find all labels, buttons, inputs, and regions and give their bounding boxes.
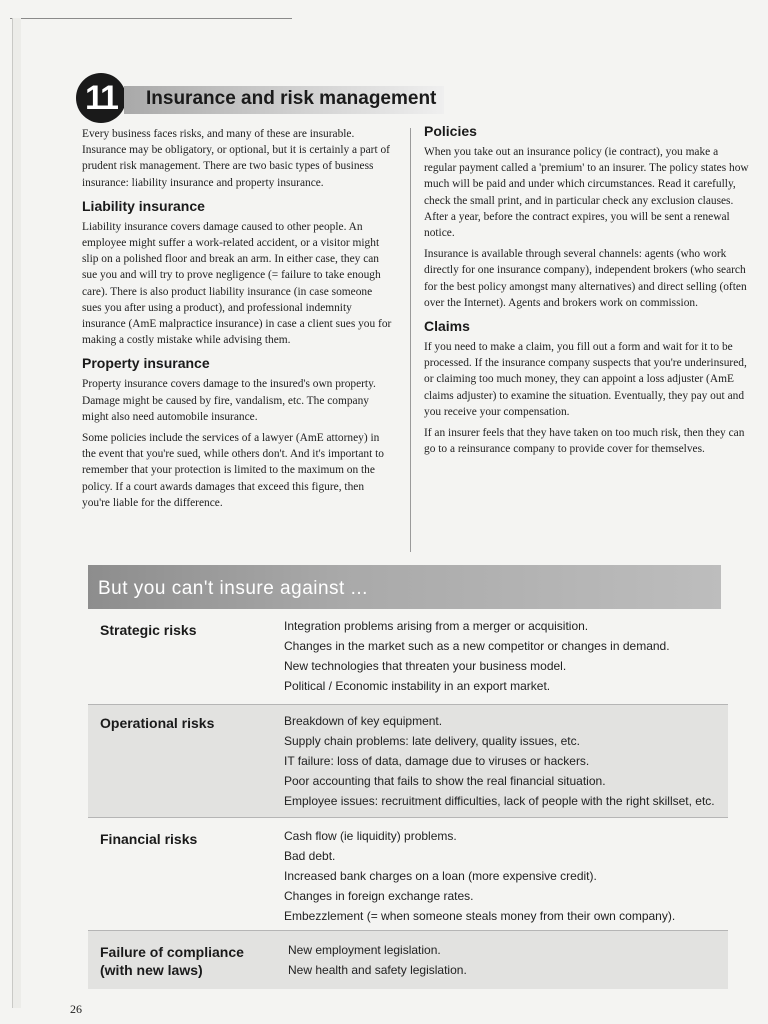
risk-label: Operational risks bbox=[100, 715, 215, 731]
risk-row-financial bbox=[88, 818, 728, 930]
page-binding-edge bbox=[12, 18, 21, 1008]
chapter-title: Insurance and risk management bbox=[146, 88, 437, 109]
claims-paragraph-2: If an insurer feels that they have taken on too much risk, then they can go to a reinsurance company to provide cover for themselves. bbox=[424, 427, 745, 456]
property-paragraph-2: Some policies include the services of a lawyer (AmE attorney) in the event that you're sued, while others don't. And it's important to remember that your protection is limited to the maximum on the policy. If a court awards damages that exceed this figure, then you're liable for the difference. bbox=[82, 432, 384, 509]
risk-item: Political / Economic instability in an export market. bbox=[284, 679, 551, 693]
intro-paragraph: Every business faces risks, and many of these are insurable. Insurance may be obligatory, or optional, but it is certainly a part of prudent risk management. There are two basic types of business insurance: liability insurance and property insurance. bbox=[82, 128, 390, 189]
risk-item: IT failure: loss of data, damage due to viruses or hackers. bbox=[284, 754, 590, 768]
risk-item: New health and safety legislation. bbox=[288, 963, 467, 977]
policies-paragraph-1: When you take out an insurance policy (ie contract), you make a regular payment called a 'premium' to an insurer. The policy states how much will be paid and under which circumstances. Read it carefully, check the small print, and in particular check any exclusion clauses. After a year, before the contract expires, you will be sent a renewal notice. bbox=[424, 146, 749, 240]
risk-item: New employment legislation. bbox=[288, 943, 441, 957]
claims-paragraph-1: If you need to make a claim, you fill out a form and wait for it to be processed. If the insurance company suspects that you're underinsured, or claiming too much money, they can appoint a loss adjuster (AmE claims adjuster) to examine the situation. Eventually, they pay out and you receive your compensation. bbox=[424, 341, 747, 418]
risk-item: New technologies that threaten your business model. bbox=[284, 659, 567, 673]
risk-items bbox=[284, 826, 724, 926]
property-heading: Property insurance bbox=[82, 355, 210, 372]
chapter-number-badge: 11 bbox=[76, 73, 126, 123]
risk-row-strategic bbox=[88, 612, 728, 704]
right-column bbox=[424, 122, 750, 462]
liability-paragraph: Liability insurance covers damage caused to other people. An employee might suffer a work-related accident, or a visitor might slip on a polished floor and break an arm. In either case, they can sue you and will try to prove negligence (= failure to take enough care). There is also product liability insurance (in case someone sues you after using a product), and professional indemnity insurance (AmE malpractice insurance) in case a client sues you for making a costly mistake while advising them. bbox=[82, 220, 392, 347]
table-banner-text: But you can't insure against ... bbox=[98, 578, 368, 599]
risk-item: Integration problems arising from a merger or acquisition. bbox=[284, 619, 589, 633]
column-divider bbox=[410, 128, 411, 552]
risk-item: Bad debt. bbox=[284, 849, 336, 863]
risk-label: Strategic risks bbox=[100, 622, 197, 638]
risk-item: Breakdown of key equipment. bbox=[284, 714, 443, 728]
claims-heading: Claims bbox=[424, 318, 470, 335]
liability-heading: Liability insurance bbox=[82, 197, 205, 214]
risk-item: Poor accounting that fails to show the real financial situation. bbox=[284, 774, 606, 788]
risk-item: Employee issues: recruitment difficulties, lack of people with the right skillset, etc. bbox=[284, 794, 715, 808]
top-rule bbox=[10, 18, 292, 19]
risk-item: Changes in the market such as a new competitor or changes in demand. bbox=[284, 639, 670, 653]
risk-item: Embezzlement (= when someone steals money from their own company). bbox=[284, 909, 676, 923]
risk-item: Supply chain problems: late delivery, quality issues, etc. bbox=[284, 734, 580, 748]
left-column bbox=[82, 126, 392, 516]
policies-paragraph-2: Insurance is available through several channels: agents (who work directly for one insurance company), independent brokers (who search for the best policy amongst many alternatives) and direct selling (often over the Internet). Agents and brokers work on commission. bbox=[424, 248, 747, 309]
risk-row-operational bbox=[88, 705, 728, 817]
risk-label: Financial risks bbox=[100, 831, 198, 847]
risk-row-compliance bbox=[88, 931, 728, 989]
policies-heading: Policies bbox=[424, 123, 477, 139]
risk-item: Changes in foreign exchange rates. bbox=[284, 889, 474, 903]
property-paragraph-1: Property insurance covers damage to the insured's own property. Damage might be caused by fire, vandalism, etc. The company might also need automobile insurance. bbox=[82, 378, 376, 423]
risk-item: Cash flow (ie liquidity) problems. bbox=[284, 829, 457, 843]
risk-items bbox=[288, 940, 728, 980]
risk-label: Failure of compliance (with new laws) bbox=[100, 944, 244, 978]
page-number: 26 bbox=[70, 1002, 82, 1016]
risk-item: Increased bank charges on a loan (more expensive credit). bbox=[284, 869, 597, 883]
risk-items bbox=[284, 616, 724, 696]
risk-items bbox=[284, 711, 724, 811]
